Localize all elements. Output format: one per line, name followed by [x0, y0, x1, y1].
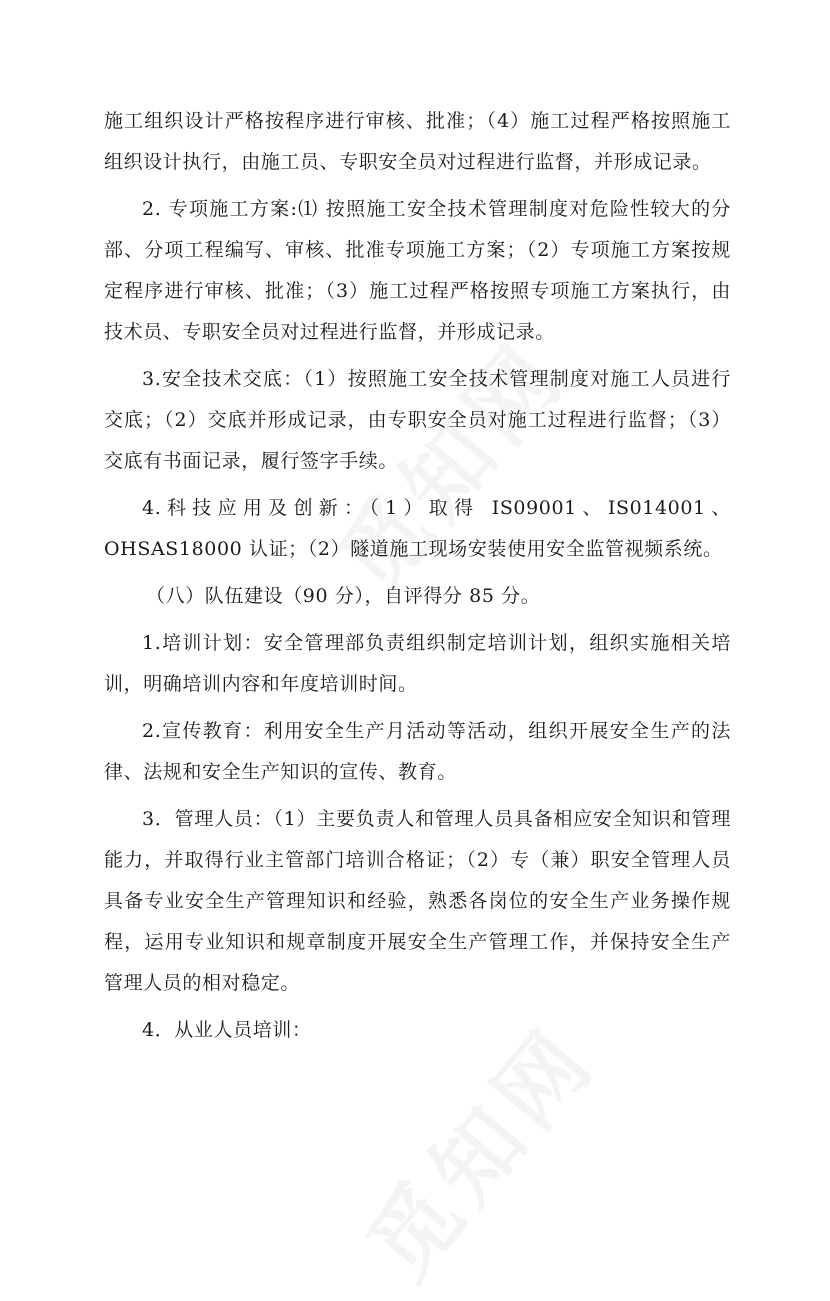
section-heading-team-building: （八）队伍建设（90 分），自评得分 85 分。: [146, 585, 541, 607]
paragraph-management-personnel: 3．管理人员：（1）主要负责人和管理人员具备相应安全知识和管理能力，并取得行业主管部门培训合格证；（2）专（兼）职安全管理人员具备专业安全生产管理知识和经验，熟悉各岗位的安全生产业务操作规程，运用专业知识和规章制度开展安全生产管理工作，并保持安全生产管理人员的相对稳定。: [104, 808, 731, 994]
paragraph-special-construction-plan: 2. 专项施工方案:⑴ 按照施工安全技术管理制度对危险性较大的分部、分项工程编写、审核、批准专项施工方案；（2）专项施工方案按规定程序进行审核、批准；（3）施工过程严格按照专项施工方案执行，由技术员、专职安全员对过程进行监督，并形成记录。: [104, 198, 731, 343]
document-body: [104, 101, 731, 1057]
paragraph-continuation: 施工组织设计严格按程序进行审核、批准；（4）施工过程严格按照施工组织设计执行，由施工员、专职安全员对过程进行监督，并形成记录。: [104, 110, 731, 173]
paragraph-technology-innovation: 4.科技应用及创新：（1）取得 IS09001、IS014001、OHSAS18000 认证；（2）隧道施工现场安装使用安全监管视频系统。: [104, 497, 731, 560]
paragraph-training-plan: 1.培训计划：安全管理部负责组织制定培训计划，组织实施相关培训，明确培训内容和年度培训时间。: [104, 632, 731, 695]
paragraph-publicity-education: 2.宣传教育：利用安全生产月活动等活动，组织开展安全生产的法律、法规和安全生产知识的宣传、教育。: [104, 720, 731, 783]
paragraph-staff-training: 4．从业人员培训：: [142, 1019, 312, 1041]
paragraph-safety-technical-briefing: 3.安全技术交底：（1）按照施工安全技术管理制度对施工人员进行交底；（2）交底并形成记录，由专职安全员对施工过程进行监督；（3）交底有书面记录，履行签字手续。: [104, 368, 731, 472]
